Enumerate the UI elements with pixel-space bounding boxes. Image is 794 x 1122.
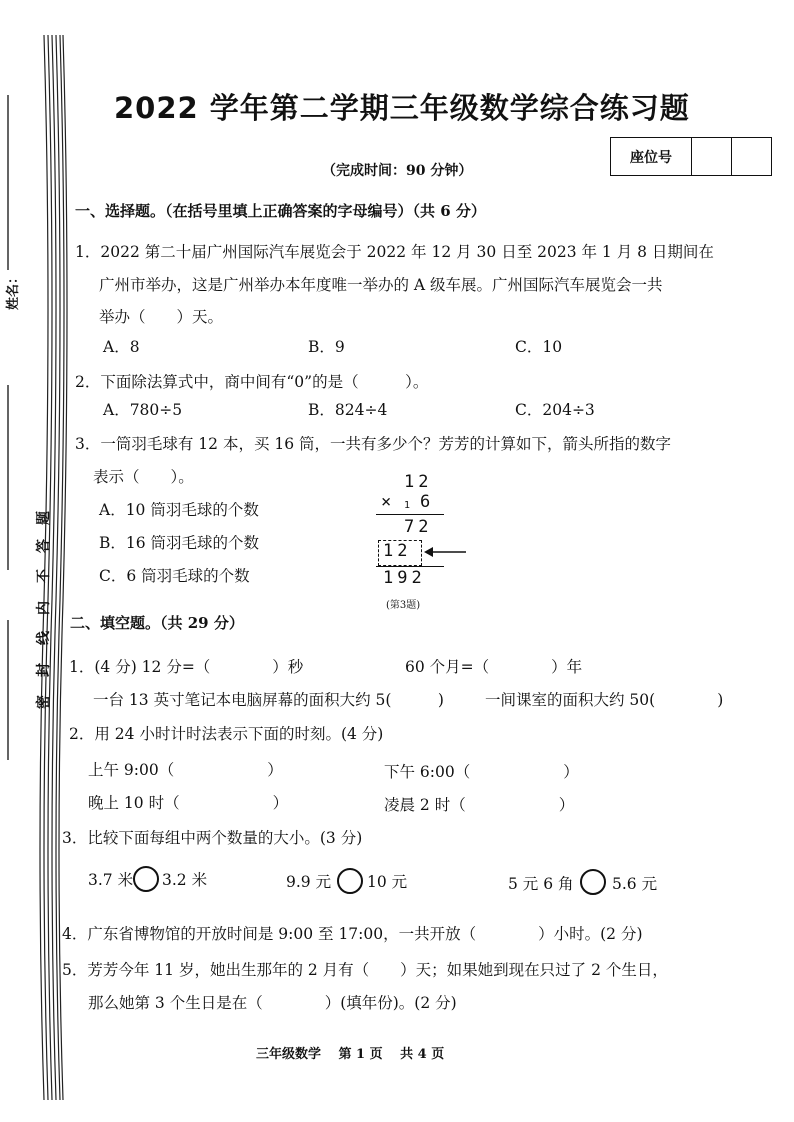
section1-heading: 一、选择题。（在括号里填上正确答案的字母编号）（共 6 分） bbox=[75, 202, 486, 220]
q1-option-b: B．9 bbox=[308, 338, 345, 356]
page-footer: 三年级数学 第 1 页 共 4 页 bbox=[256, 1047, 445, 1062]
q1-option-c: C．10 bbox=[515, 338, 563, 356]
s2q3-line1: 3．比较下面每组中两个数量的大小。(3 分) bbox=[62, 829, 363, 847]
seal-char-7: 题 bbox=[36, 511, 52, 525]
compare-circle-3[interactable] bbox=[580, 869, 606, 895]
seal-char-6: 答 bbox=[36, 539, 52, 553]
s2q5-line1: 5．芳芳今年 11 岁，她出生那年的 2 月有（ ）天；如果她到现在只过了 2 个生日， bbox=[62, 961, 668, 979]
q3-option-b: B．16 筒羽毛球的个数 bbox=[99, 534, 260, 552]
s2q3-a-left: 3.7 米 bbox=[88, 871, 134, 889]
q2-option-c: C．204÷3 bbox=[515, 401, 595, 419]
s2q5-line2: 那么她第 3 个生日是在（ ）(填年份)。(2 分) bbox=[88, 994, 457, 1012]
calc-carry: 1 bbox=[404, 500, 415, 511]
seat-cell-1[interactable] bbox=[691, 138, 731, 175]
q1-line3: 举办（ ）天。 bbox=[99, 308, 224, 326]
q2-option-a: A．780÷5 bbox=[103, 401, 183, 419]
q3-option-a: A．10 筒羽毛球的个数 bbox=[99, 501, 259, 519]
seat-label: 座位号 bbox=[630, 149, 672, 166]
s2q2-a: 上午 9:00（ ） bbox=[88, 761, 283, 779]
seal-char-5: 不 bbox=[36, 569, 52, 583]
seal-char-2: 封 bbox=[36, 663, 52, 677]
s2q1-part3: 一台 13 英寸笔记本电脑屏幕的面积大约 5( ) bbox=[93, 691, 444, 709]
s2q2-b: 下午 6:00（ ） bbox=[384, 763, 579, 781]
calc-partial-1: 72 bbox=[404, 517, 433, 537]
page-title: 2022 学年第二学期三年级数学综合练习题 bbox=[114, 91, 690, 125]
q3-line1: 3．一筒羽毛球有 12 本，买 16 筒，一共有多少个？芳芳的计算如下，箭头所指的数字 bbox=[75, 435, 672, 453]
s2q1-part2: 60 个月=（ ）年 bbox=[405, 658, 583, 676]
calc-partial-2: 12 bbox=[383, 541, 412, 561]
s2q3-b-right: 10 元 bbox=[367, 873, 408, 891]
s2q1-part1: 1．(4 分) 12 分=（ ）秒 bbox=[69, 658, 304, 676]
s2q3-c-left: 5 元 6 角 bbox=[508, 875, 574, 893]
seat-cell-2[interactable] bbox=[731, 138, 771, 175]
calc-multiplier-digit: 6 bbox=[420, 492, 435, 512]
compare-circle-1[interactable] bbox=[133, 866, 159, 892]
section2-heading: 二、填空题。（共 29 分） bbox=[70, 614, 244, 632]
q2-line1: 2．下面除法算式中，商中间有“0”的是（ ）。 bbox=[75, 373, 429, 391]
q2-option-b: B．824÷4 bbox=[308, 401, 388, 419]
seal-char-3: 线 bbox=[36, 631, 52, 645]
s2q2-d: 凌晨 2 时（ ） bbox=[384, 796, 575, 814]
s2q3-c-right: 5.6 元 bbox=[612, 875, 658, 893]
calc-multiplicand: 12 bbox=[404, 472, 433, 492]
calc-product: 192 bbox=[383, 568, 426, 588]
s2q3-a-right: 3.2 米 bbox=[162, 871, 208, 889]
s2q1-part4: 一间课室的面积大约 50( ) bbox=[485, 691, 724, 709]
q1-line2: 广州市举办，这是广州举办本年度唯一举办的 A 级车展。广州国际汽车展览会一共 bbox=[99, 276, 663, 294]
seal-char-4: 内 bbox=[36, 601, 52, 615]
calc-caption: (第3题) bbox=[386, 600, 421, 611]
q3-line2: 表示（ ）。 bbox=[93, 468, 194, 486]
q3-option-c: C．6 筒羽毛球的个数 bbox=[99, 567, 250, 585]
q1-option-a: A．8 bbox=[103, 338, 140, 356]
seat-number-box bbox=[610, 137, 772, 176]
arrow-left-icon bbox=[424, 545, 468, 559]
binding-stripes bbox=[0, 0, 90, 1122]
calc-rule-2 bbox=[376, 566, 444, 567]
compare-circle-2[interactable] bbox=[337, 868, 363, 894]
s2q2-line1: 2．用 24 小时计时法表示下面的时刻。(4 分) bbox=[69, 725, 384, 743]
q1-line1: 1．2022 第二十届广州国际汽车展览会于 2022 年 12 月 30 日至 2023 年 1 月 8 日期间在 bbox=[75, 243, 714, 261]
calc-rule-1 bbox=[376, 514, 444, 515]
calc-times-sign: × bbox=[381, 492, 396, 512]
s2q3-b-left: 9.9 元 bbox=[286, 873, 332, 891]
seal-char-1: 密 bbox=[36, 695, 52, 709]
name-label: 姓名： bbox=[6, 270, 21, 310]
time-limit: （完成时间：90 分钟） bbox=[322, 163, 473, 179]
s2q4: 4．广东省博物馆的开放时间是 9:00 至 17:00，一共开放（ ）小时。(2 分) bbox=[62, 925, 643, 943]
s2q2-c: 晚上 10 时（ ） bbox=[88, 794, 289, 812]
